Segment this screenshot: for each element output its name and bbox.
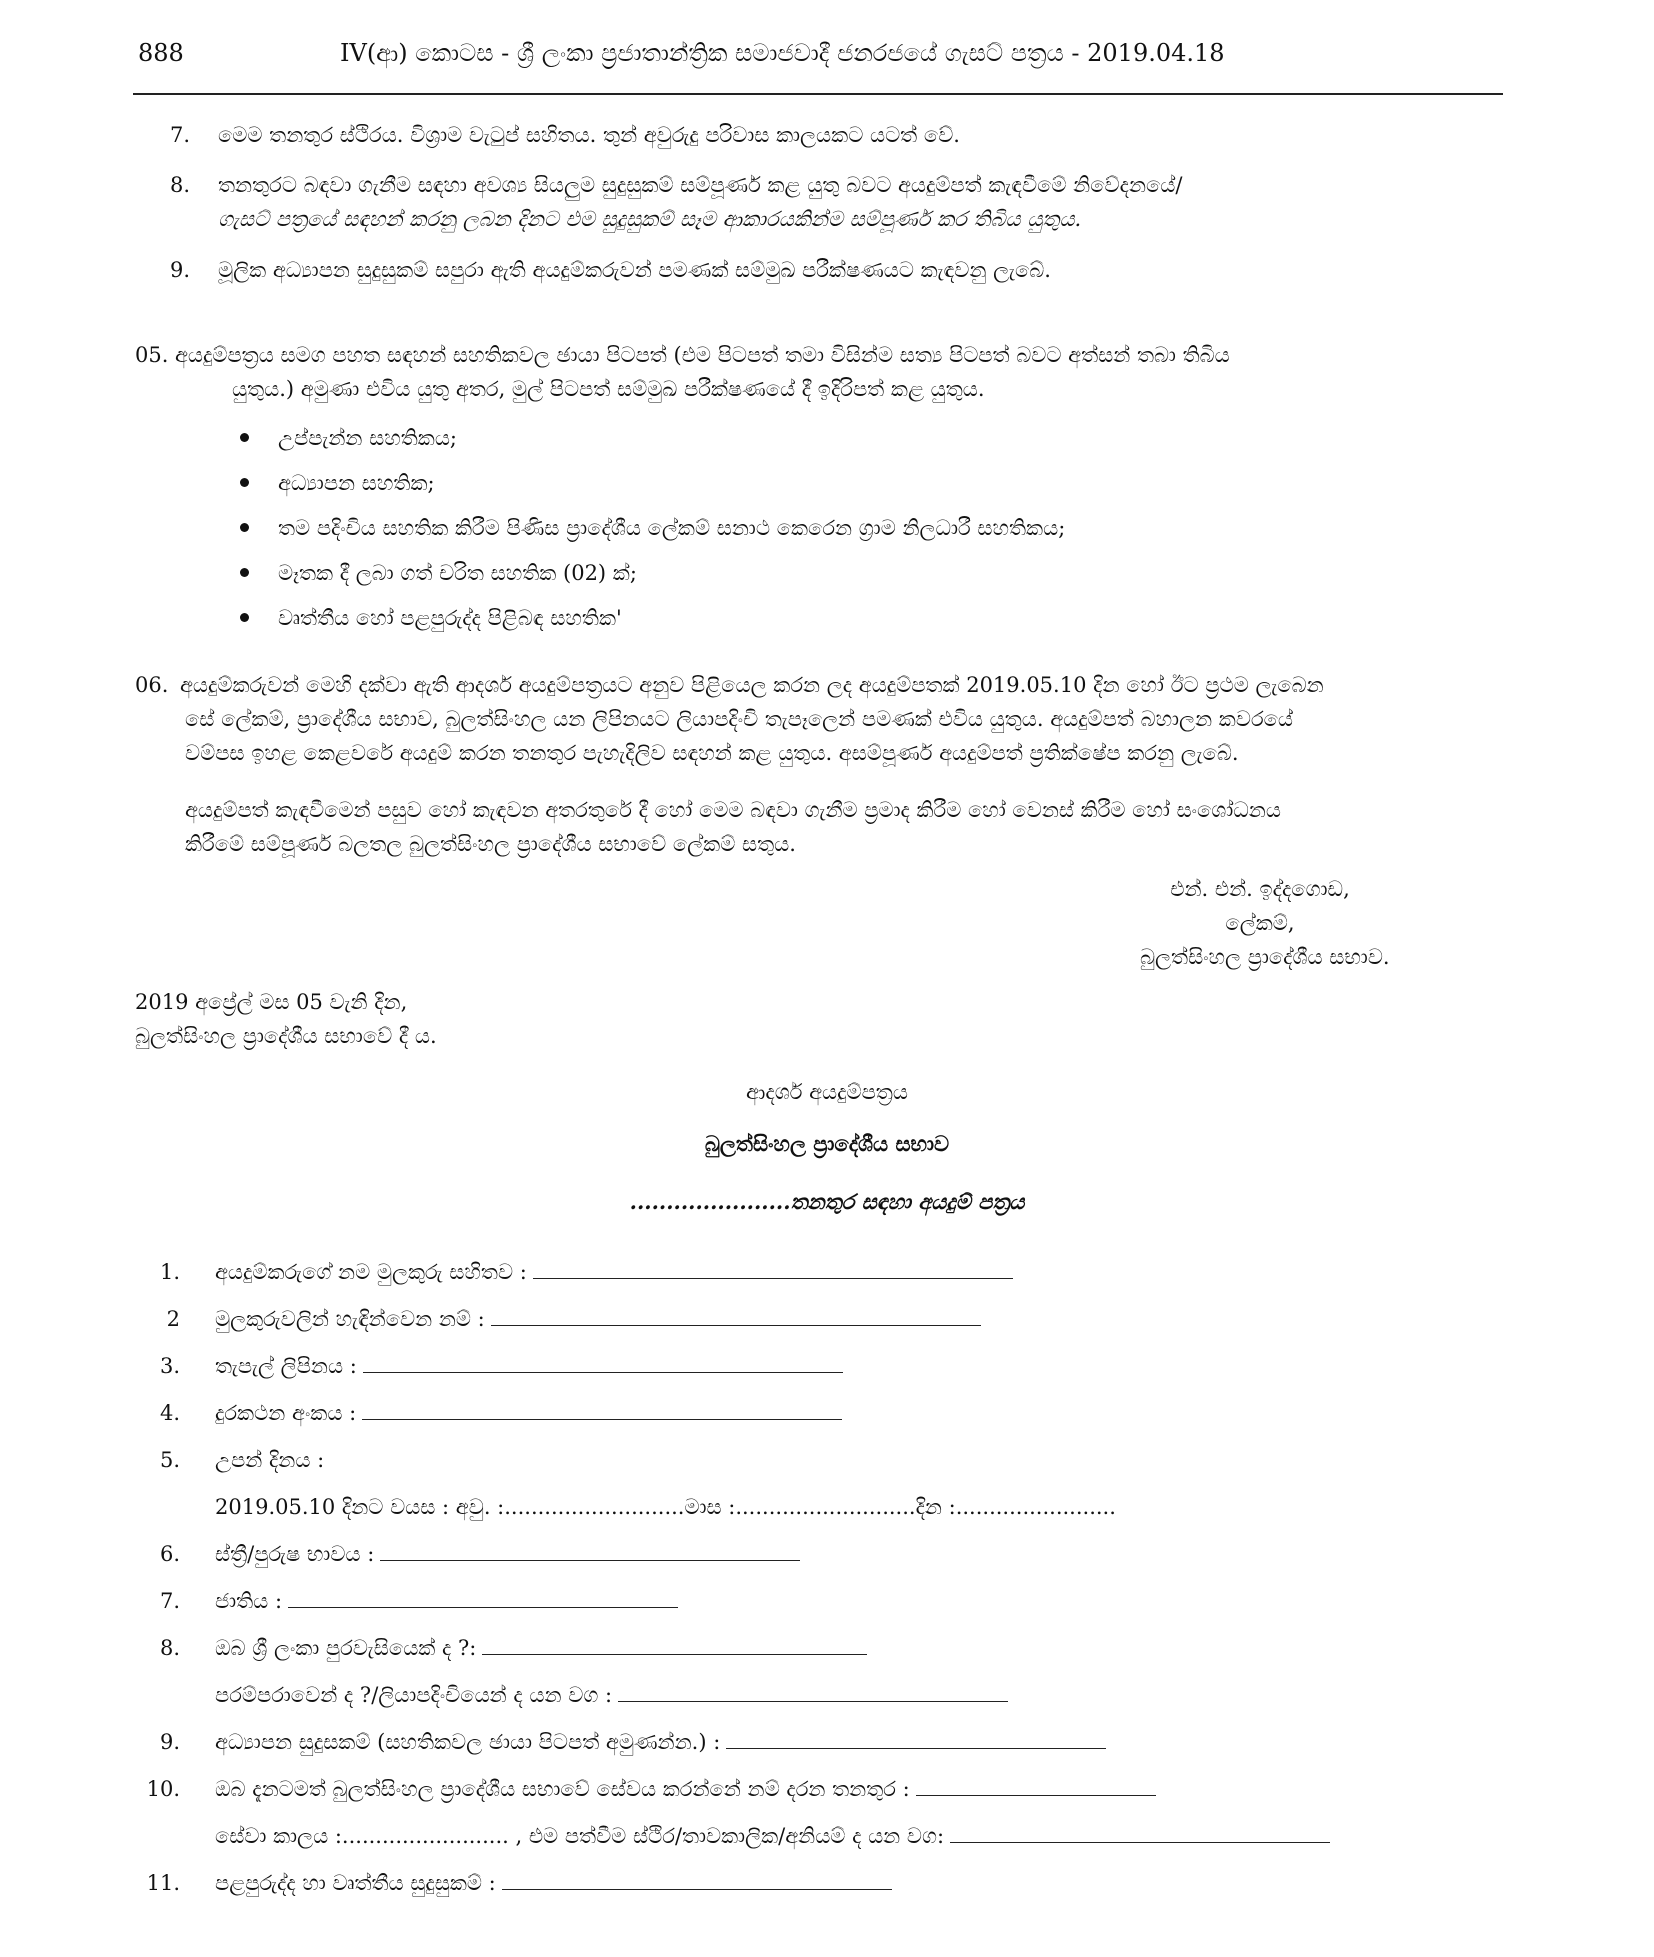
- field-blank[interactable]: [502, 1888, 892, 1890]
- field-number: 7.: [159, 1589, 180, 1613]
- condition-text: තනතුරට බඳවා ගැනීම සඳහා අවශ්‍ය සියලුම සුදුසුකම් සම්පූර්ණ කළ යුතු බවට අයදුම්පත් කැඳවීමේ නිවේදනයේ/: [218, 173, 1183, 197]
- field-age[interactable]: 2019.05.10 දිනට වයස : අවු. :...........................මාස :...........................දින :........................: [215, 1495, 1116, 1519]
- field-blank[interactable]: [950, 1841, 1330, 1843]
- list-item: වෘත්තීය හෝ පළපුරුද්ද පිළිබඳ සහතික': [278, 606, 622, 630]
- field-gender[interactable]: [215, 1537, 800, 1571]
- section-text: අයදුම්පත් කැඳවීමෙන් පසුව හෝ කැඳවන අතරතුරේ දී හෝ මෙම බඳවා ගැනීම ප්‍රමාද කිරීම හෝ වෙනස් කිරීම හෝ සංශෝධනය: [185, 798, 1281, 822]
- field-label: පරම්පරාවෙන් ද ?/ලියාපදිංචියෙන් ද යන වග :: [215, 1683, 613, 1707]
- page-header-title: IV(ආ) කොටස - ශ්‍රී ලංකා ප්‍රජාතාන්ත්‍රික සමාජවාදී ජනරජයේ ගැසට් පත්‍රය - 2019.04.18: [340, 39, 1225, 67]
- field-number: 4.: [159, 1401, 180, 1425]
- field-number: 5.: [159, 1448, 180, 1472]
- field-blank[interactable]: [363, 1371, 843, 1373]
- field-blank[interactable]: [362, 1418, 842, 1420]
- bullet-icon: [240, 478, 249, 487]
- field-blank[interactable]: [533, 1277, 1013, 1279]
- field-citizenship[interactable]: [215, 1631, 867, 1665]
- field-label: අධ්‍යාපන සුදුසකම් (සහතිකවල ඡායා පිටපත් අමුණන්න.) :: [215, 1730, 721, 1754]
- field-blank[interactable]: [288, 1606, 678, 1608]
- signatory-title: ලේකම්,: [1225, 911, 1295, 935]
- header-divider: [133, 93, 1503, 95]
- section-text: සේ ලේකම්, ප්‍රාදේශීය සභාව, බුලත්සිංහල යන ලිපිනයට ලියාපදිංචි තැපෑලෙන් පමණක් එවිය යුතුය. අයදුම්පත් බහාලන කවරයේ: [185, 707, 1294, 731]
- field-postal-address[interactable]: [215, 1349, 843, 1383]
- field-label: ජාතිය :: [215, 1589, 283, 1613]
- form-subheading: බුලත්සිංහල ප්‍රාදේශීය සභාව: [704, 1131, 950, 1156]
- field-label: ස්ත්‍රී/පුරුෂ භාවය :: [215, 1542, 375, 1566]
- condition-number: 8.: [169, 173, 190, 197]
- field-label: සේවා කාලය :......................... , එම පත්වීම ස්ථිර/තාවකාලික/අනියම් ද යන වග:: [215, 1824, 945, 1848]
- field-experience[interactable]: [215, 1866, 892, 1900]
- field-number: 3.: [159, 1354, 180, 1378]
- field-blank[interactable]: [491, 1324, 981, 1326]
- signatory-office: බුලත්සිංහල ප්‍රාදේශීය සභාව.: [1140, 945, 1390, 969]
- section-text: අයදුම්පත්‍රය සමග පහත සඳහන් සහතිකවල ඡායා පිටපත් (එම පිටපත් තමා විසින්ම සත්‍ය පිටපත් බවට අත්සන් තබා තිබිය: [175, 343, 1230, 367]
- bullet-icon: [240, 613, 249, 622]
- list-item: අධ්‍යාපන සහතික;: [278, 471, 435, 495]
- condition-text: මූලික අධ්‍යාපන සුදුසුකම් සපුරා ඇති අයදුම්කරුවන් පමණක් සම්මුඛ පරීක්ෂණයට කැඳවනු ලැබේ.: [218, 258, 1051, 282]
- list-item: තම පදිංචිය සහතික කිරීම පිණිස ප්‍රාදේශීය ලේකම් සනාථ කෙරෙන ග්‍රාම නිලධාරී සහතිකය;: [278, 516, 1066, 540]
- field-label: ඔබ දැනටමත් බුලත්සිංහල ප්‍රාදේශීය සභාවේ සේවය කරන්නේ නම් දරන තනතුර :: [215, 1777, 910, 1801]
- form-heading: ආදර්ශ අයදුම්පත්‍රය: [746, 1080, 908, 1104]
- dateline: බුලත්සිංහල ප්‍රාදේශීය සභාවේ දී ය.: [135, 1024, 437, 1048]
- section-text: කිරීමේ සම්පූර්ණ බලතල බුලත්සිංහල ප්‍රාදේශීය සභාවේ ලේකම් සතුය.: [185, 832, 796, 856]
- field-number: 8.: [159, 1636, 180, 1660]
- form-post-line: ......................තනතුර සඳහා අයදුම් පත්‍රය: [629, 1189, 1025, 1214]
- field-number: 9.: [159, 1730, 180, 1754]
- field-blank[interactable]: [380, 1559, 800, 1561]
- condition-text: ගැසට් පත්‍රයේ සඳහන් කරනු ලබන දිනට එම සුදුසුකම් සෑම ආකාරයකින්ම සම්පූර්ණ කර තිබිය යුතුය.: [218, 207, 1082, 231]
- field-label: අයදුම්කරුගේ නම මුලකුරු සහිතව :: [215, 1260, 527, 1284]
- field-dob[interactable]: උපන් දිනය :: [215, 1448, 325, 1472]
- field-blank[interactable]: [726, 1747, 1106, 1749]
- field-nationality[interactable]: [215, 1584, 678, 1618]
- field-citizenship-type[interactable]: [215, 1678, 1008, 1712]
- field-phone[interactable]: [215, 1396, 842, 1430]
- section-number: 06.: [135, 673, 169, 697]
- field-number: 6.: [159, 1542, 180, 1566]
- bullet-icon: [240, 568, 249, 577]
- field-number: 10.: [146, 1777, 180, 1801]
- bullet-icon: [240, 523, 249, 532]
- condition-number: 7.: [169, 123, 190, 147]
- page-number: 888: [138, 39, 184, 67]
- list-item: මෑතක දී ලබා ගත් චරිත සහතික (02) ක්;: [278, 561, 637, 585]
- list-item: උප්පැන්න සහතිකය;: [278, 426, 457, 450]
- field-label: ඔබ ශ්‍රී ලංකා පුරවැසියෙක් ද ?:: [215, 1636, 477, 1660]
- field-label: දුරකථන අංකය :: [215, 1401, 357, 1425]
- field-label: තැපැල් ලිපිනය :: [215, 1354, 357, 1378]
- field-current-post[interactable]: [215, 1772, 1156, 1806]
- field-blank[interactable]: [618, 1700, 1008, 1702]
- signatory-name: එන්. එන්. ඉද්දගොඩ,: [1170, 877, 1350, 901]
- dateline: 2019 අප්‍රේල් මස 05 වැනි දින,: [135, 990, 408, 1014]
- section-number: 05.: [135, 343, 169, 367]
- field-known-name[interactable]: [215, 1302, 981, 1336]
- bullet-icon: [240, 433, 249, 442]
- field-label: මුලකුරුවලින් හැඳින්වෙන නම් :: [215, 1307, 485, 1331]
- field-service-period[interactable]: [215, 1819, 1330, 1853]
- section-text: අයදුම්කරුවන් මෙහි දක්වා ඇති ආදර්ශ අයදුම්පත්‍රයට අනුව පිළියෙල කරන ලද අයදුම්පතක් 2019.05.10 දින හෝ ඊට ප්‍රථම ලැබෙන: [180, 673, 1324, 697]
- field-label: පළපුරුද්ද හා වෘත්තීය සුදුසුකම් :: [215, 1871, 496, 1895]
- field-blank[interactable]: [482, 1653, 867, 1655]
- condition-text: මෙම තනතුර ස්ථිරය. විශ්‍රාම වැටුප් සහිතය. තුන් අවුරුදු පරිවාස කාලයකට යටත් වේ.: [218, 123, 960, 147]
- field-number: 11.: [146, 1871, 180, 1895]
- field-number: 2: [166, 1307, 180, 1331]
- condition-number: 9.: [169, 258, 190, 282]
- field-education[interactable]: [215, 1725, 1106, 1759]
- field-number: 1.: [159, 1260, 180, 1284]
- field-blank[interactable]: [916, 1794, 1156, 1796]
- section-text: වම්පස ඉහළ කෙළවරේ අයදුම් කරන තනතුර පැහැදිලිව සඳහන් කළ යුතුය. අසම්පූර්ණ අයදුම්පත් ප්‍රතික්ෂේප කරනු ලැබේ.: [185, 741, 1239, 765]
- field-applicant-name[interactable]: [215, 1255, 1013, 1289]
- section-text: යුතුය.) අමුණා එවිය යුතු අතර, මුල් පිටපත් සම්මුඛ පරීක්ෂණයේ දී ඉදිරිපත් කළ යුතුය.: [232, 377, 985, 401]
